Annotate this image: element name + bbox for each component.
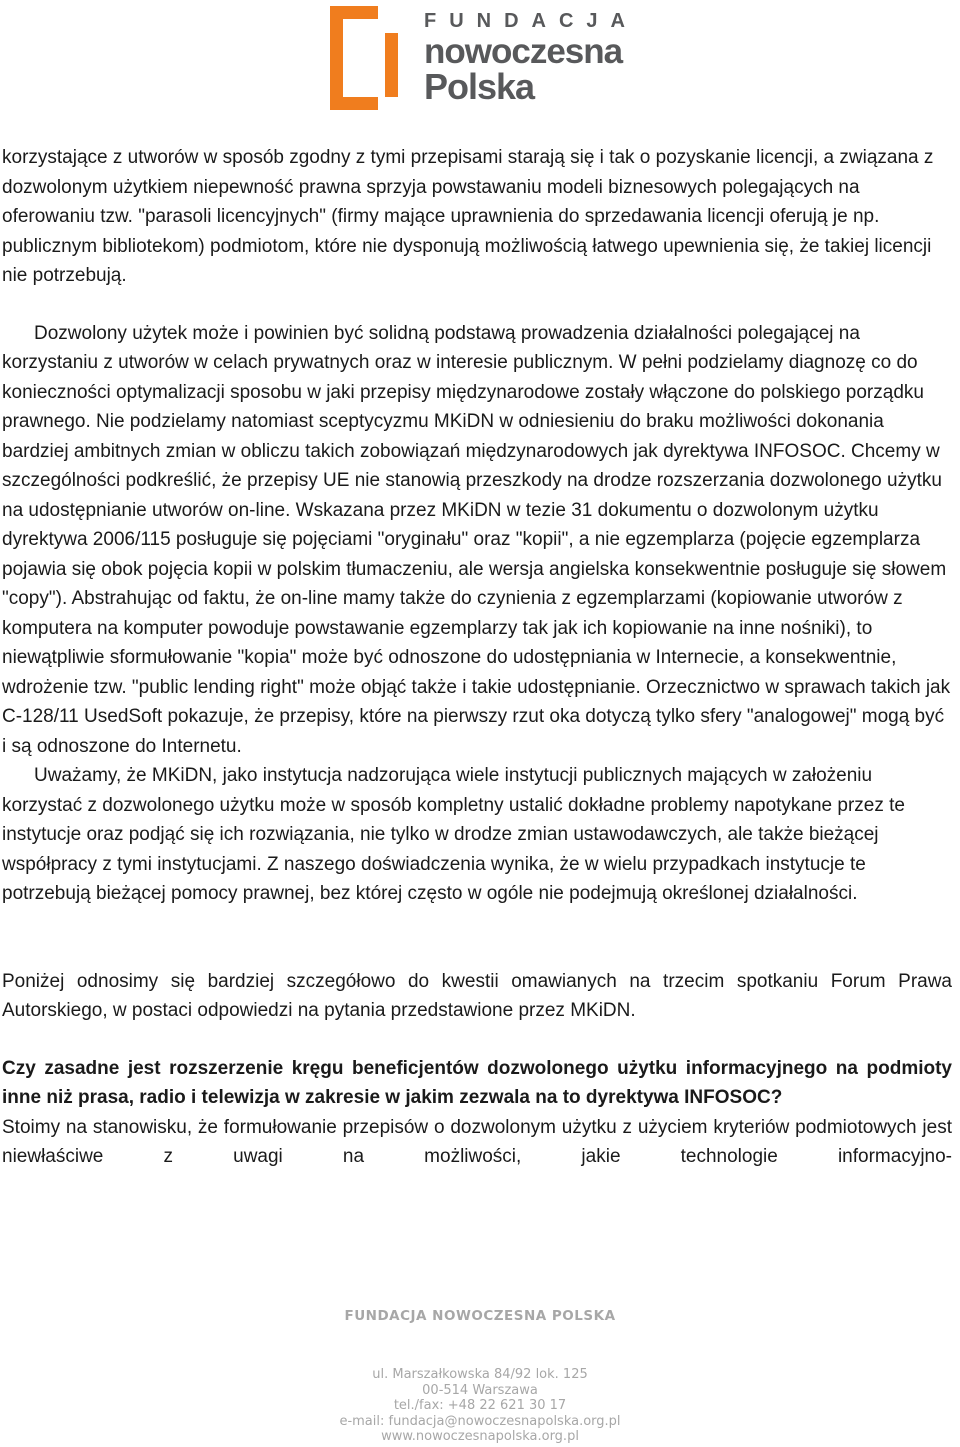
footer-phone: tel./fax: +48 22 621 30 17 (393, 1398, 567, 1413)
logo-line-2: nowoczesna (424, 32, 623, 71)
document-body (2, 143, 952, 1172)
paragraph-3: Uważamy, że MKiDN, jako instytucja nadzorująca wiele instytucji publicznych mających w założeniu korzystać z dozwolonego użytku może w sposób kompletny ustalić dokładne problemy napotykane przez te instytucje oraz podjąć się ich rozwiązania, nie tylko w drodze zmian ustawodawczych, ale także bieżącej współpracy z tymi instytucjami. Z naszego doświadczenia wynika, że w wielu przypadkach instytucje te potrzebują bieżącej pomocy prawnej, bez której często w ogóle nie podejmują określonej działalności. (2, 765, 905, 904)
footer-contact (0, 1367, 960, 1445)
logo-bracket-right (385, 33, 398, 97)
logo-line-3: Polska (424, 66, 535, 107)
paragraph-5: Stoimy na stanowisku, że formułowanie przepisów o dozwolonym użytku z użyciem kryteriów podmiotowych jest niewłaściwe z uwagi na możliwości, jakie technologie informacyjno- (2, 1116, 952, 1167)
footer-website[interactable]: www.nowoczesnapolska.org.pl (381, 1429, 579, 1444)
logo-bracket-bottom (330, 97, 378, 110)
logo-line-1: FUNDACJA (424, 10, 638, 32)
logo-bracket-left (330, 6, 343, 110)
paragraph-1: korzystające z utworów w sposób zgodny z tymi przepisami starają się i tak o pozyskanie licencji, a związana z dozwolonym użytkiem niepewność prawna sprzyja powstawaniu modeli biznesowych polegających na oferowaniu tzw. "parasoli licencyjnych" (firmy mające uprawnienia do sprzedawania licencji oferują je np. publicznym bibliotekom) podmiotom, które nie dysponują możliwością łatwego upewnienia się, że takiej licencji nie potrzebują. (2, 147, 934, 286)
footer-address: ul. Marszałkowska 84/92 lok. 125 (372, 1367, 588, 1382)
paragraph-2: Dozwolony użytek może i powinien być solidną podstawą prowadzenia działalności polegającej na korzystaniu z utworów w celach prywatnych oraz w interesie publicznym. W pełni podzielamy diagnozę co do konieczności optymalizacji sposobu w jaki przepisy międzynarodowe zostały włączone do polskiego porządku prawnego. Nie podzielamy natomiast sceptycyzmu MKiDN w odniesieniu do braku możliwości dokonania bardziej ambitnych zmian w obliczu takich zobowiązań międzynarodowych jak dyrektywa INFOSOC. Chcemy w szczególności podkreślić, że przepisy UE nie stanowią przeszkody na drodze rozszerzania dozwolonego użytku na udostępnianie utworów on-line. Wskazana przez MKiDN w tezie 31 dokumentu o dozwolonym użytku dyrektywa 2006/115 posługuje się pojęciami "oryginału" oraz "kopii", a nie egzemplarza (pojęcie egzemplarza pojawia się obok pojęcia kopii w polskim tłumaczeniu, ale wersja angielska konsekwentnie posługuje się słowem "copy"). Abstrahując od faktu, że on-line mamy także do czynienia z egzemplarzami (kopiowanie utworów z komputera na komputer powoduje powstawanie egzemplarzy tak jak ich kopiowanie na inne nośniki), to niewątpliwie sformułowanie "kopia" może być odnoszone do udostępniania w Internecie, a konsekwentnie, wdrożenie tzw. "public lending right" może objąć także i takie udostępnianie. Orzecznictwo w sprawach takich jak C-128/11 UsedSoft pokazuje, że przepisy, które na pierwszy rzut oka dotyczą tylko sfery "analogowej" mogą być i są odnoszone do Internetu. (2, 322, 951, 757)
footer-organization: FUNDACJA NOWOCZESNA POLSKA (344, 1308, 616, 1324)
question-heading: Czy zasadne jest rozszerzenie kręgu beneficjentów dozwolonego użytku informacyjnego na podmioty inne niż prasa, radio i telewizja w zakresie w jakim zezwala na to dyrektywa INFOSOC? (2, 1057, 952, 1108)
footer-email[interactable]: e-mail: fundacja@nowoczesnapolska.org.pl (339, 1413, 621, 1429)
paragraph-4: Poniżej odnosimy się bardziej szczegółowo do kwestii omawianych na trzecim spotkaniu Forum Prawa Autorskiego, w postaci odpowiedzi na pytania przedstawione przez MKiDN. (2, 970, 952, 1021)
foundation-logo (330, 6, 638, 110)
footer-postal: 00-514 Warszawa (422, 1382, 538, 1398)
